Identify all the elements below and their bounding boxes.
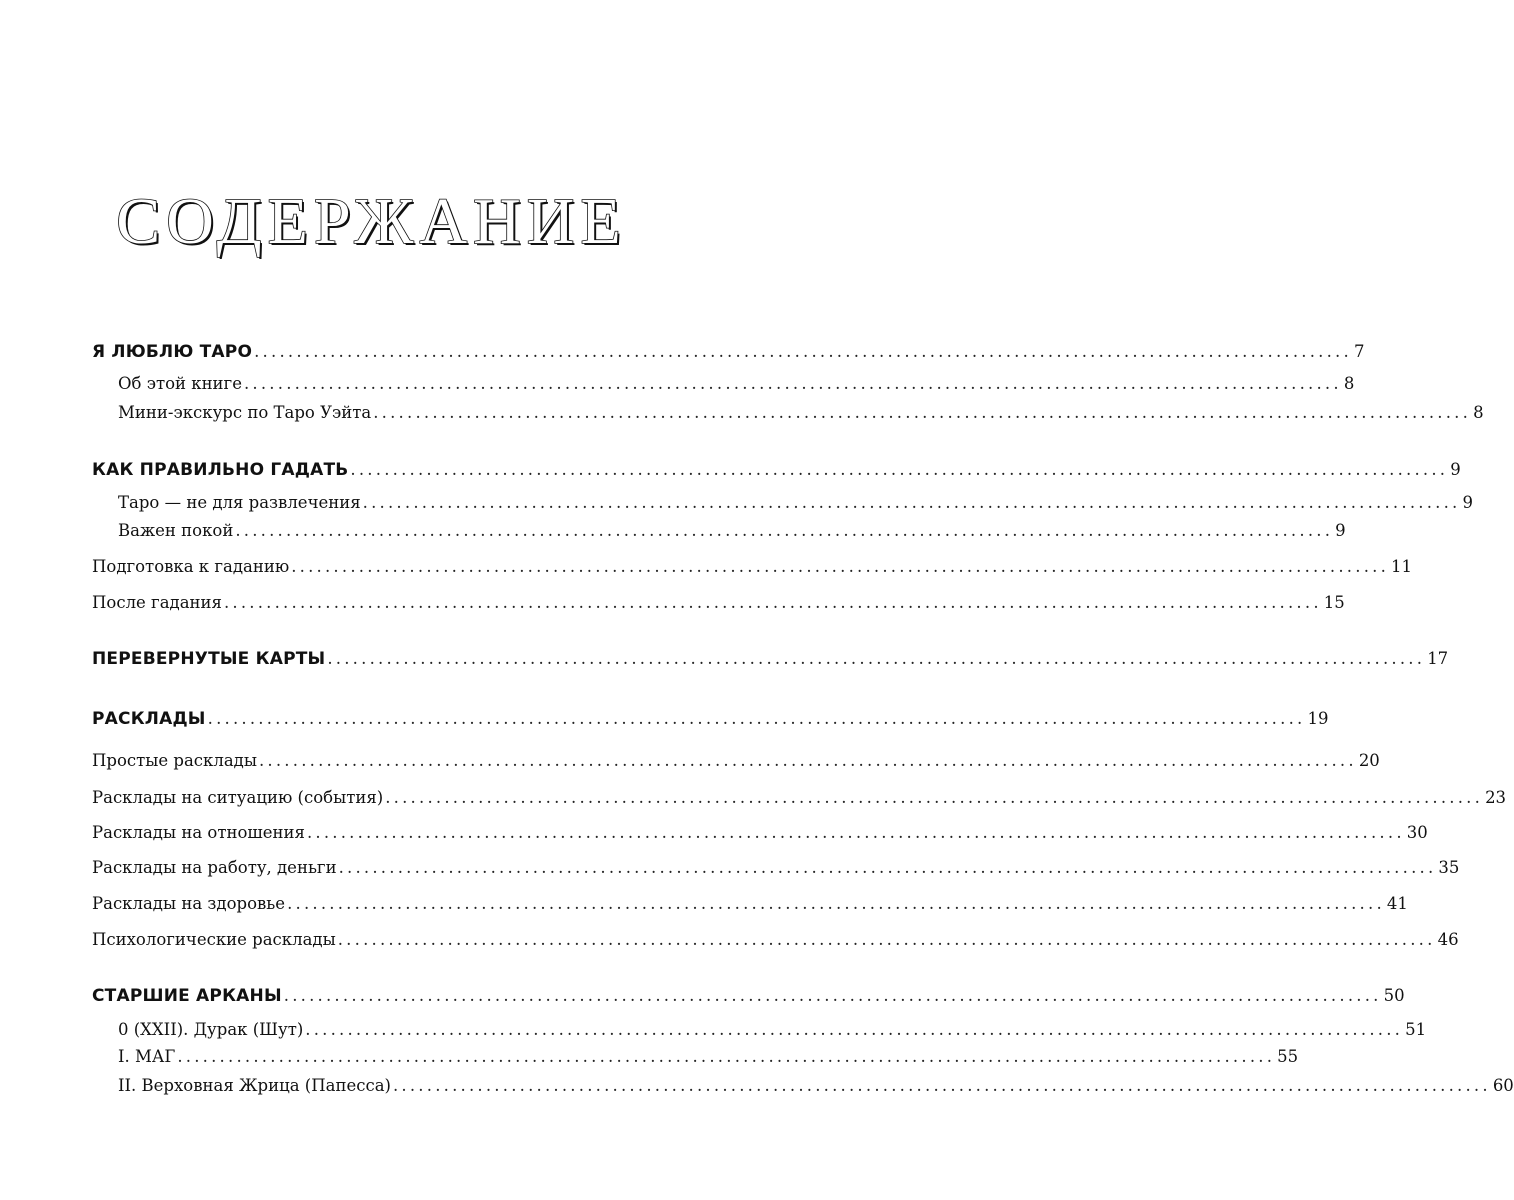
toc-entry-title: ПЕРЕВЕРНУТЫЕ КАРТЫ <box>92 649 326 669</box>
toc-entry-page: 51 <box>1405 1020 1427 1039</box>
toc-entry-page: 7 <box>1353 342 1365 361</box>
toc-entry <box>118 492 1473 516</box>
toc-leader: .................................................................................................................................. <box>243 374 1342 393</box>
toc-entry <box>92 648 1449 672</box>
toc-entry <box>92 893 1408 917</box>
toc-entry-title: После гадания <box>92 593 222 612</box>
toc-leader: .................................................................................................................................. <box>291 557 1390 576</box>
toc-entry-page: 19 <box>1307 709 1329 728</box>
toc-entry <box>92 459 1461 483</box>
toc-entry-title: Расклады на ситуацию (события) <box>92 788 384 807</box>
toc-entry <box>118 1046 1299 1070</box>
toc-entry-title: Расклады на отношения <box>92 823 305 842</box>
toc-entry-page: 30 <box>1406 823 1428 842</box>
toc-leader: .................................................................................................................................. <box>306 823 1405 842</box>
toc-leader: .................................................................................................................................. <box>350 460 1449 479</box>
toc-entry-page: 8 <box>1343 374 1355 393</box>
toc-entry <box>92 556 1413 580</box>
toc-entry-title: Подготовка к гаданию <box>92 557 290 576</box>
toc-leader: .................................................................................................................................. <box>327 649 1426 668</box>
toc-leader: .................................................................................................................................. <box>235 521 1334 540</box>
toc-entry-page: 55 <box>1277 1047 1299 1066</box>
toc-entry-title: 0 (XXII). Дурак (Шут) <box>118 1020 304 1039</box>
toc-entry-page: 23 <box>1485 788 1507 807</box>
toc-entry-title: Расклады на здоровье <box>92 894 286 913</box>
toc-entry-page: 11 <box>1391 557 1413 576</box>
toc-entry-title: I. МАГ <box>118 1047 176 1066</box>
toc-entry <box>118 1075 1514 1099</box>
toc-leader: .................................................................................................................................. <box>373 403 1472 422</box>
toc-leader: .................................................................................................................................. <box>385 788 1484 807</box>
toc-entry-title: Простые расклады <box>92 751 257 770</box>
toc-entry-title: КАК ПРАВИЛЬНО ГАДАТЬ <box>92 460 349 480</box>
toc-entry <box>118 373 1355 397</box>
toc-entry-page: 15 <box>1323 593 1345 612</box>
toc-entry <box>118 520 1346 544</box>
toc-entry <box>92 787 1507 811</box>
toc-entry-page: 8 <box>1473 403 1484 422</box>
toc-entry-title: Я ЛЮБЛЮ ТАРО <box>92 342 253 362</box>
toc-entry-title: Психологические расклады <box>92 930 336 949</box>
toc-leader: .................................................................................................................................. <box>337 930 1436 949</box>
toc-entry-title: РАСКЛАДЫ <box>92 709 206 729</box>
toc-entry-page: 17 <box>1427 649 1449 668</box>
toc-entry-page: 9 <box>1450 460 1461 479</box>
toc-entry <box>92 822 1428 846</box>
toc-entry <box>118 402 1484 426</box>
toc-leader: .................................................................................................................................. <box>338 858 1437 877</box>
toc-leader: .................................................................................................................................. <box>392 1076 1491 1095</box>
toc-entry-title: II. Верховная Жрица (Папесса) <box>118 1076 391 1095</box>
toc-leader: .................................................................................................................................. <box>287 894 1385 913</box>
toc-entry-title: Мини-экскурс по Таро Уэйта <box>118 403 372 422</box>
toc-entry-page: 9 <box>1335 521 1346 540</box>
toc-leader: .................................................................................................................................. <box>254 342 1352 361</box>
toc-leader: .................................................................................................................................. <box>362 493 1461 512</box>
toc-entry-page: 60 <box>1492 1076 1514 1095</box>
toc-entry-page: 35 <box>1438 858 1460 877</box>
toc-entry-page: 50 <box>1383 986 1405 1005</box>
toc-entry-title: СТАРШИЕ АРКАНЫ <box>92 986 282 1006</box>
toc-entry-title: Таро — не для развлечения <box>118 493 361 512</box>
toc-leader: .................................................................................................................................. <box>258 751 1357 770</box>
toc-entry <box>92 750 1380 774</box>
toc-entry <box>92 857 1460 881</box>
toc-leader: .................................................................................................................................. <box>223 593 1322 612</box>
toc-leader: .................................................................................................................................. <box>305 1020 1404 1039</box>
toc-entry-title: Об этой книге <box>118 374 242 393</box>
toc-entry-page: 20 <box>1358 751 1380 770</box>
toc-entry <box>92 929 1459 953</box>
toc-entry-page: 41 <box>1386 894 1408 913</box>
toc-entry-page: 46 <box>1437 930 1459 949</box>
toc-leader: .................................................................................................................................. <box>177 1047 1276 1066</box>
toc-leader: .................................................................................................................................. <box>207 709 1306 728</box>
toc-entry <box>92 592 1345 616</box>
page-title: СОДЕРЖАНИЕ <box>116 185 627 259</box>
toc-entry <box>118 1019 1427 1043</box>
toc-entry-page: 9 <box>1462 493 1473 512</box>
toc-leader: .................................................................................................................................. <box>283 986 1382 1005</box>
toc-entry <box>92 708 1329 732</box>
toc-entry-title: Расклады на работу, деньги <box>92 858 337 877</box>
toc-entry <box>92 341 1365 365</box>
toc-entry <box>92 985 1405 1009</box>
toc-entry-title: Важен покой <box>118 521 234 540</box>
